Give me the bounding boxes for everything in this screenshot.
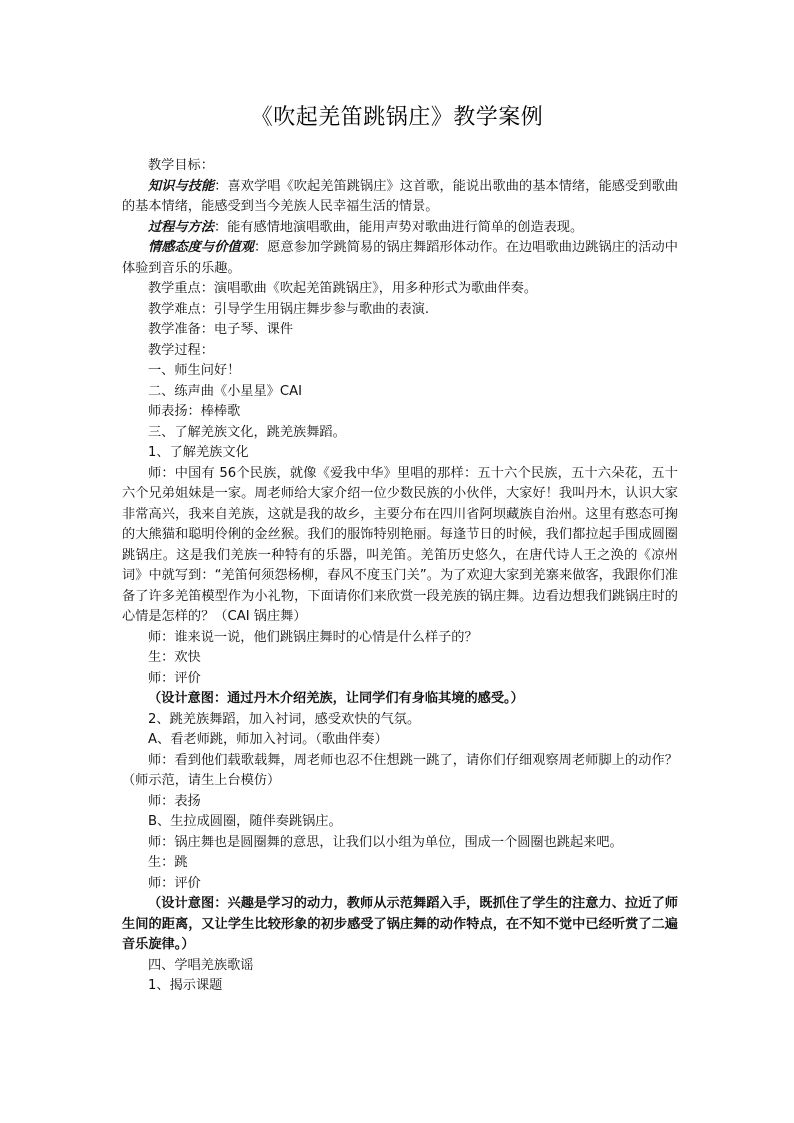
paragraph-process-methods bbox=[122, 218, 678, 239]
paragraph-key-points: 教学重点：演唱歌曲《吹起羌笛跳锅庄》，用多种形式为歌曲伴奏。 bbox=[148, 281, 538, 296]
paragraph-praise-song: 师表扬：棒棒歌 bbox=[148, 404, 241, 419]
paragraph-step-b: B、生拉成圆圈，随伴奏跳锅庄。 bbox=[148, 814, 342, 829]
paragraph-emotion-values bbox=[122, 238, 678, 279]
paragraph-design-intent-1: （设计意图：通过丹木介绍羌族，让同学们有身临其境的感受。） bbox=[148, 691, 524, 706]
text-emotion-values: ：愿意参加学跳简易的锅庄舞蹈形体动作。在边唱歌曲边跳锅庄的活动中体验到音乐的乐趣。 bbox=[122, 240, 678, 276]
paragraph-difficulties: 教学难点：引导学生用锅庄舞步参与歌曲的表演. bbox=[148, 301, 430, 317]
paragraph-step-3-1: 1、了解羌族文化 bbox=[148, 445, 249, 460]
paragraph-teacher-praise: 师：表扬 bbox=[148, 793, 201, 809]
paragraph-step-2: 二、练声曲《小星星》CAI bbox=[148, 383, 302, 399]
paragraph-teacher-evaluate-2: 师：评价 bbox=[148, 875, 201, 891]
paragraph-step-3-2: 2、跳羌族舞蹈，加入衬词，感受欢快的气氛。 bbox=[148, 711, 421, 727]
paragraph-student-dance: 生：跳 bbox=[148, 855, 188, 870]
paragraph-knowledge-skills bbox=[122, 177, 678, 218]
paragraph-teacher-question: 师：谁来说一说，他们跳锅庄舞时的心情是什么样子的？ bbox=[148, 629, 478, 645]
paragraph-teacher-intro: 师：中国有 56个民族，就像《爱我中华》里唱的那样：五十六个民族，五十六朵花，五十六个兄弟姐妹是一家。周老师给大家介绍一位少数民族的小伙伴，大家好！我叫丹木，认识大家非常高兴，我来自羌族，这就是我的故乡，主要分布在四川省阿坝藏族自治州。这里有憨态可掬的大熊猫和聪明伶俐的金丝猴。我们的服饰特别艳丽。每逢节日的时候，我们都拉起手围成圆圈跳锅庄。这是我们羌族一种特有的乐器，叫羌笛。羌笛历史悠久，在唐代诗人王之涣的《凉州词》中就写到：“羌笛何须怨杨柳，春风不度玉门关”。为了欢迎大家到羌寨来做客，我跟你们准备了许多羌笛模型作为小礼物，下面请你们来欣赏一段羌族的锅庄舞。边看边想我们跳锅庄时的心情是怎样的？（CAI 锅庄舞） bbox=[122, 465, 678, 624]
paragraph-teacher-demo: 师：看到他们载歌载舞，周老师也忍不住想跳一跳了，请你们仔细观察周老师脚上的动作？（师示范，请生上台模仿） bbox=[122, 752, 678, 788]
paragraph-preparation: 教学准备：电子琴、课件 bbox=[148, 322, 294, 337]
text-knowledge-skills: ：喜欢学唱《吹起羌笛跳锅庄》这首歌，能说出歌曲的基本情绪，能感受到歌曲的基本情绪，能感受到当今羌族人民幸福生活的情景。 bbox=[122, 178, 679, 214]
document-title: 《吹起羌笛跳锅庄》教学案例 bbox=[250, 105, 544, 130]
paragraph-objectives-heading: 教学目标： bbox=[148, 158, 214, 173]
paragraph-student-answer: 生：欢快 bbox=[148, 650, 201, 665]
paragraph-design-intent-2: （设计意图：兴趣是学习的动力，教师从示范舞蹈入手，既抓住了学生的注意力、拉近了师生间的距离，又让学生比较形象的初步感受了锅庄舞的动作特点，在不知不觉中已经听赏了二遍音乐旋律。） bbox=[122, 896, 678, 952]
text-process-methods: ：能有感情地演唱歌曲，能用声势对歌曲进行简单的创造表现。 bbox=[213, 219, 584, 235]
paragraph-step-1: 一、师生问好！ bbox=[148, 363, 241, 378]
paragraph-step-a: A、看老师跳，师加入衬词。（歌曲伴奏） bbox=[148, 732, 388, 747]
document-body bbox=[122, 156, 678, 997]
paragraph-teacher-evaluate: 师：评价 bbox=[148, 670, 201, 686]
label-process-methods: 过程与方法 bbox=[148, 219, 214, 235]
paragraph-teacher-circle: 师：锅庄舞也是圆圈舞的意思，让我们以小组为单位，围成一个圆圈也跳起来吧。 bbox=[148, 834, 623, 850]
label-emotion-values: 情感态度与价值观 bbox=[148, 240, 255, 255]
paragraph-step-3: 三、了解羌族文化，跳羌族舞蹈。 bbox=[148, 424, 346, 440]
label-knowledge-skills: 知识与技能 bbox=[148, 178, 215, 194]
paragraph-step-4-1: 1、揭示课题 bbox=[148, 978, 223, 993]
paragraph-process-heading: 教学过程： bbox=[148, 342, 214, 358]
paragraph-step-4: 四、学唱羌族歌谣 bbox=[148, 957, 254, 973]
